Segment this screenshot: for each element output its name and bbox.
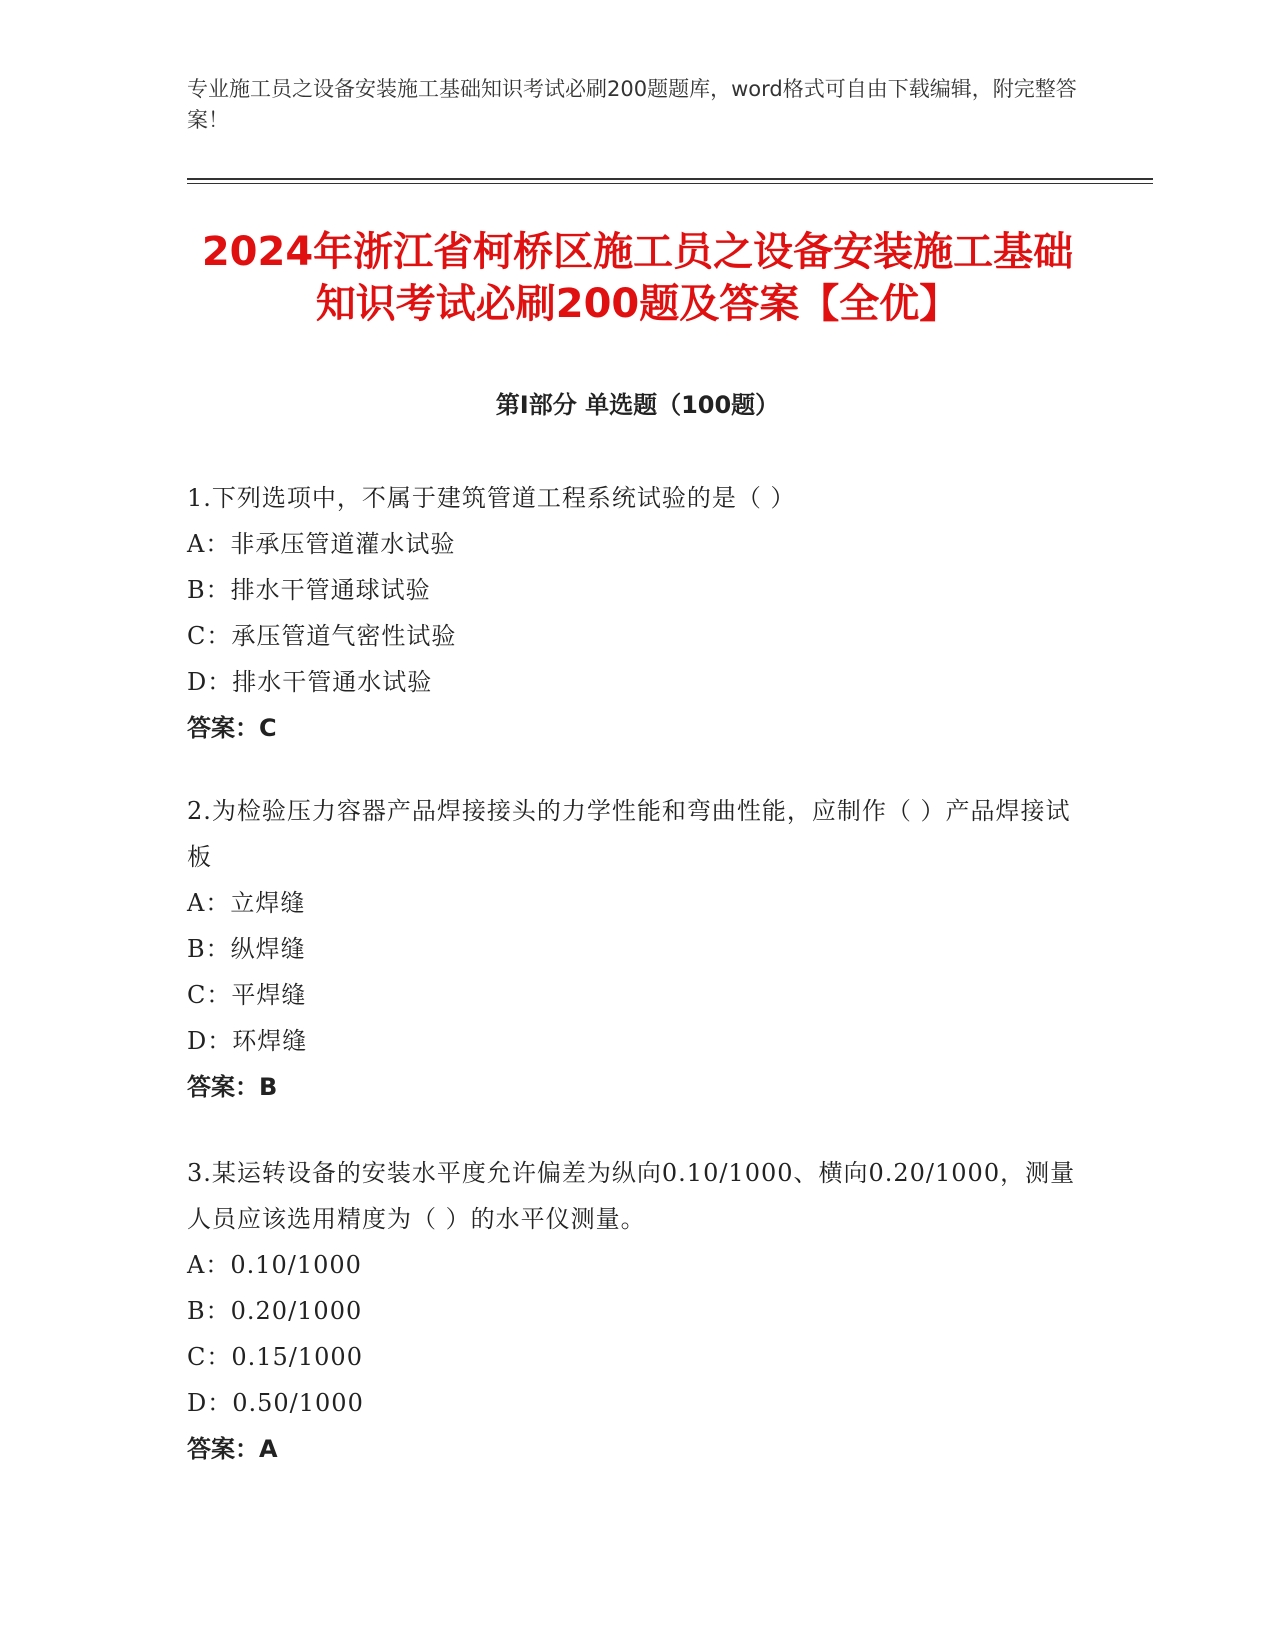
question-1	[187, 475, 1087, 751]
question-stem: 2.为检验压力容器产品焊接接头的力学性能和弯曲性能，应制作（ ）产品焊接试板	[187, 797, 1071, 871]
option-b: B：纵焊缝	[187, 935, 306, 963]
header-divider-thick	[187, 178, 1153, 180]
section-heading: 第I部分 单选题（100题）	[495, 391, 780, 419]
option-c: C：承压管道气密性试验	[187, 622, 457, 650]
answer: 答案：B	[187, 1073, 278, 1101]
option-a: A：非承压管道灌水试验	[187, 530, 456, 558]
question-3	[187, 1150, 1087, 1472]
option-a: A：0.10/1000	[187, 1251, 362, 1279]
answer: 答案：A	[187, 1435, 278, 1463]
option-a: A：立焊缝	[187, 889, 306, 917]
document-title: 2024年浙江省柯桥区施工员之设备安装施工基础知识考试必刷200题及答案【全优】	[201, 229, 1074, 327]
option-b: B：0.20/1000	[187, 1297, 363, 1325]
header-divider-thin	[187, 183, 1153, 184]
option-c: C：0.15/1000	[187, 1343, 363, 1371]
option-b: B：排水干管通球试验	[187, 576, 431, 604]
answer: 答案：C	[187, 714, 277, 742]
question-stem: 3.某运转设备的安装水平度允许偏差为纵向0.10/1000、横向0.20/1000，测量人员应该选用精度为（ ）的水平仪测量。	[187, 1159, 1076, 1233]
option-d: D：0.50/1000	[187, 1389, 364, 1417]
option-d: D：环焊缝	[187, 1027, 308, 1055]
header-note: 专业施工员之设备安装施工基础知识考试必刷200题题库，word格式可自由下载编辑，附完整答案！	[187, 77, 1077, 132]
option-c: C：平焊缝	[187, 981, 307, 1009]
question-stem: 1.下列选项中，不属于建筑管道工程系统试验的是（ ）	[187, 484, 796, 512]
question-2	[187, 788, 1087, 1110]
option-d: D：排水干管通水试验	[187, 668, 433, 696]
